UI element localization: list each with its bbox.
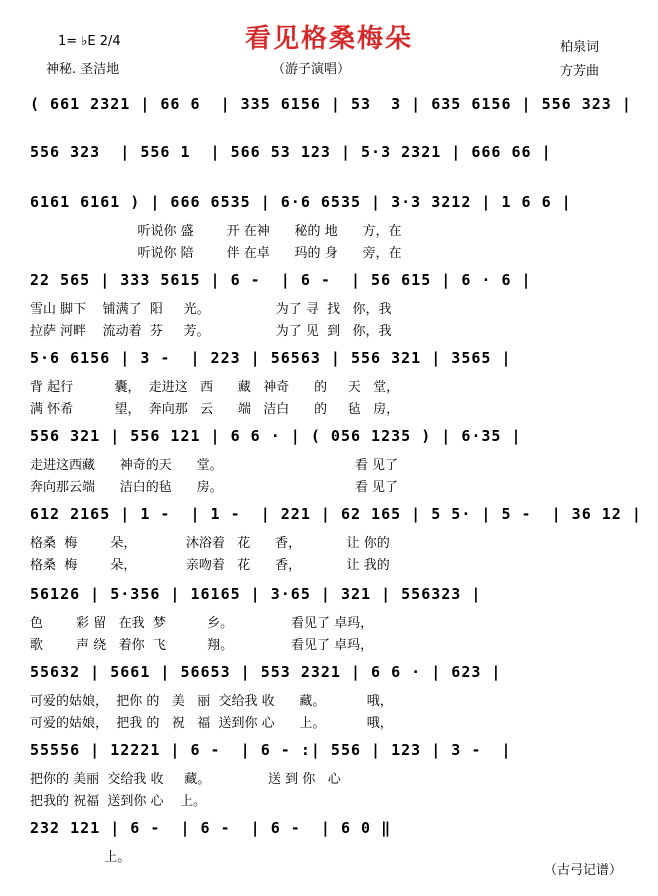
lyric-line: 雪山 脚下 铺满了 阳 光。 为了 寻 找 你，我 — [30, 302, 392, 317]
transcriber-credit: （古弓记谱） — [543, 863, 622, 878]
notation-line: 55556 | 12221 | 6 - | 6 - :| 556 | 123 | 3 - | — [30, 741, 512, 759]
staff-row — [30, 660, 620, 686]
staff-row — [30, 424, 620, 450]
lyric-line: 可爱的姑娘， 把你 的 美 丽 交给我 收 藏。 哦， — [30, 694, 393, 709]
staff-row — [30, 346, 620, 372]
lyric-line: 格桑 梅 朵， 亲吻着 花 香， 让 我的 — [30, 558, 390, 573]
lyric-line: 格桑 梅 朵， 沐浴着 花 香， 让 你的 — [30, 536, 390, 551]
notation-line: ( 661 2321 | 66 6 | 335 6156 | 53 3 | 635 6156 | 556 323 | — [30, 95, 632, 113]
lyric-line: 听说你 盛 开 在神 秘的 地 方，在 — [30, 224, 402, 239]
lyric-line: 奔向那云端 洁白的毡 房。 看 见了 — [30, 480, 398, 495]
lyric-line: 拉萨 河畔 流动着 芬 芳。 为了 见 到 你，我 — [30, 324, 392, 339]
staff-row — [30, 582, 620, 608]
key-signature: 1= ♭E 2/4 — [58, 34, 121, 49]
notation-line: 232 121 | 6 - | 6 - | 6 - | 6 0 ‖ — [30, 819, 392, 837]
lyric-line: 把我的 祝福 送到你 心 上。 — [30, 794, 207, 809]
lyric-line: 走进这西藏 神奇的天 堂。 看 见了 — [30, 458, 398, 473]
composer: 方芳曲 — [560, 64, 600, 79]
lyric-line: 满 怀希 望， 奔向那 云 端 洁白 的 毡 房， — [30, 402, 400, 417]
staff-row — [30, 190, 620, 216]
notation-line: 556 321 | 556 121 | 6 6 · | ( 056 1235 ) | 6·35 | — [30, 427, 522, 445]
staff-row — [30, 502, 642, 528]
lyric-line: 色 彩 留 在我 梦 乡。 看见了 卓玛， — [30, 616, 374, 631]
lyric-line: 背 起行 囊， 走进这 西 藏 神奇 的 天 堂， — [30, 380, 400, 395]
notation-line: 55632 | 5661 | 56653 | 553 2321 | 6 6 · | 623 | — [30, 663, 502, 681]
performance-style: 神秘. 圣洁地 — [46, 62, 120, 77]
staff-row — [30, 738, 620, 764]
lyricist: 柏泉词 — [560, 40, 600, 55]
notation-line: 556 323 | 556 1 | 566 53 123 | 5·3 2321 | 666 66 | — [30, 143, 552, 161]
lyric-line: 听说你 陪 伴 在卓 玛的 身 旁，在 — [30, 246, 402, 261]
staff-row — [30, 268, 620, 294]
notation-line: 6161 6161 ) | 666 6535 | 6·6 6535 | 3·3 3212 | 1 6 6 | — [30, 193, 572, 211]
staff-row — [30, 140, 620, 166]
performer: （游子演唱） — [272, 62, 351, 77]
lyric-line: 可爱的姑娘， 把我 的 祝 福 送到你 心 上。 哦， — [30, 716, 393, 731]
lyric-line: 上。 — [30, 850, 131, 865]
notation-line: 22 565 | 333 5615 | 6 - | 6 - | 56 615 | 6 · 6 | — [30, 271, 532, 289]
lyric-line: 把你的 美丽 交给我 收 藏。 送 到 你 心 — [30, 772, 341, 787]
staff-row — [30, 816, 620, 842]
notation-line: 5·6 6156 | 3 - | 223 | 56563 | 556 321 | 3565 | — [30, 349, 512, 367]
lyric-line: 歌 声 绕 着你 飞 翔。 看见了 卓玛， — [30, 638, 374, 653]
notation-line: 56126 | 5·356 | 16165 | 3·65 | 321 | 556323 | — [30, 585, 482, 603]
song-title: 看见格桑梅朵 — [244, 24, 413, 54]
staff-row — [30, 92, 632, 118]
notation-line: 612 2165 | 1 - | 1 - | 221 | 62 165 | 5 5· | 5 - | 36 12 | — [30, 505, 642, 523]
